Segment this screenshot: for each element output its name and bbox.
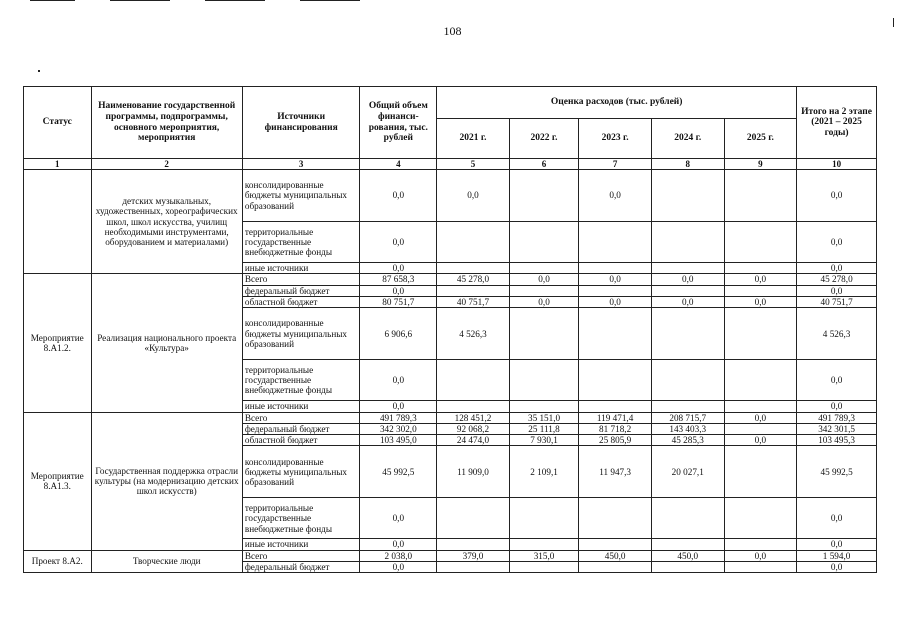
row-source: консолидированные бюджеты муниципальных образований bbox=[242, 308, 360, 360]
cell-y2024 bbox=[651, 562, 724, 573]
cell-stage: 0,0 bbox=[797, 401, 877, 412]
cell-y2024: 450,0 bbox=[651, 550, 724, 561]
cell-stage: 0,0 bbox=[797, 562, 877, 573]
page-number: 108 bbox=[443, 24, 462, 38]
cell-stage: 103 495,3 bbox=[797, 435, 877, 446]
row-status: Мероприятие 8.А1.3. bbox=[24, 412, 92, 550]
cell-total: 342 302,0 bbox=[360, 423, 437, 434]
cell-y2022 bbox=[509, 401, 579, 412]
cell-y2025: 0,0 bbox=[724, 412, 797, 423]
cell-y2021 bbox=[437, 539, 510, 550]
cell-y2022 bbox=[509, 498, 579, 539]
cell-y2025: 0,0 bbox=[724, 296, 797, 307]
cell-y2022 bbox=[509, 360, 579, 401]
cell-y2025 bbox=[724, 360, 797, 401]
table-row bbox=[24, 170, 877, 222]
cell-y2021: 128 451,2 bbox=[437, 412, 510, 423]
cell-y2022 bbox=[509, 170, 579, 222]
cell-y2023 bbox=[579, 498, 652, 539]
cell-stage: 0,0 bbox=[797, 263, 877, 274]
table-body bbox=[24, 170, 877, 573]
cell-stage: 0,0 bbox=[797, 285, 877, 296]
cell-y2022: 2 109,1 bbox=[509, 446, 579, 498]
cell-y2021 bbox=[437, 222, 510, 263]
scan-artifact bbox=[893, 18, 894, 27]
header-stage-total: Итого на 2 этапе (2021 – 2025 годы) bbox=[797, 87, 877, 159]
cell-total: 0,0 bbox=[360, 285, 437, 296]
cell-stage: 1 594,0 bbox=[797, 550, 877, 561]
row-source: Всего bbox=[242, 412, 360, 423]
cell-y2025 bbox=[724, 423, 797, 434]
cell-y2022 bbox=[509, 539, 579, 550]
cell-y2023 bbox=[579, 562, 652, 573]
table-row bbox=[24, 274, 877, 285]
cell-y2021: 0,0 bbox=[437, 170, 510, 222]
cell-y2024: 20 027,1 bbox=[651, 446, 724, 498]
cell-y2025 bbox=[724, 170, 797, 222]
scan-artifact bbox=[300, 0, 360, 1]
row-source: иные источники bbox=[242, 401, 360, 412]
cell-y2025 bbox=[724, 498, 797, 539]
cell-y2023: 0,0 bbox=[579, 296, 652, 307]
cell-y2025 bbox=[724, 539, 797, 550]
cell-total: 491 789,3 bbox=[360, 412, 437, 423]
header-year: 2022 г. bbox=[509, 119, 579, 159]
cell-y2023: 81 718,2 bbox=[579, 423, 652, 434]
cell-total: 103 495,0 bbox=[360, 435, 437, 446]
row-source: федеральный бюджет bbox=[242, 562, 360, 573]
cell-y2021 bbox=[437, 285, 510, 296]
row-status: Проект 8.А2. bbox=[24, 550, 92, 573]
table-row bbox=[24, 550, 877, 561]
cell-y2021 bbox=[437, 263, 510, 274]
cell-y2022: 315,0 bbox=[509, 550, 579, 561]
column-number: 6 bbox=[509, 159, 579, 170]
cell-y2025 bbox=[724, 222, 797, 263]
row-source: областной бюджет bbox=[242, 296, 360, 307]
row-program-name: детских музыкальных, художественных, хореографических школ, школ искусства, училищ необходимыми инструментами, оборудованием и материалами) bbox=[91, 170, 242, 274]
cell-y2022: 35 151,0 bbox=[509, 412, 579, 423]
cell-stage: 45 992,5 bbox=[797, 446, 877, 498]
cell-y2023: 11 947,3 bbox=[579, 446, 652, 498]
row-source: консолидированные бюджеты муниципальных образований bbox=[242, 170, 360, 222]
cell-y2021 bbox=[437, 498, 510, 539]
cell-y2025 bbox=[724, 562, 797, 573]
column-number: 3 bbox=[242, 159, 360, 170]
column-number: 7 bbox=[579, 159, 652, 170]
row-source: консолидированные бюджеты муниципальных образований bbox=[242, 446, 360, 498]
cell-stage: 45 278,0 bbox=[797, 274, 877, 285]
column-number: 9 bbox=[724, 159, 797, 170]
row-source: иные источники bbox=[242, 263, 360, 274]
row-program-name: Государственная поддержка отрасли культуры (на модернизацию детских школ искусств) bbox=[91, 412, 242, 550]
cell-stage: 342 301,5 bbox=[797, 423, 877, 434]
cell-y2025 bbox=[724, 285, 797, 296]
cell-y2024: 143 403,3 bbox=[651, 423, 724, 434]
cell-y2025: 0,0 bbox=[724, 550, 797, 561]
cell-total: 6 906,6 bbox=[360, 308, 437, 360]
column-number: 2 bbox=[91, 159, 242, 170]
cell-y2025 bbox=[724, 446, 797, 498]
column-number: 8 bbox=[651, 159, 724, 170]
cell-y2025 bbox=[724, 263, 797, 274]
cell-y2024 bbox=[651, 360, 724, 401]
cell-total: 45 992,5 bbox=[360, 446, 437, 498]
cell-y2023 bbox=[579, 222, 652, 263]
header-total: Общий объем финанси-рования, тыс. рублей bbox=[360, 87, 437, 159]
cell-y2021: 92 068,2 bbox=[437, 423, 510, 434]
cell-total: 0,0 bbox=[360, 539, 437, 550]
cell-y2024 bbox=[651, 170, 724, 222]
cell-y2022 bbox=[509, 285, 579, 296]
row-status bbox=[24, 170, 92, 274]
row-source: Всего bbox=[242, 274, 360, 285]
cell-stage: 491 789,3 bbox=[797, 412, 877, 423]
cell-stage: 4 526,3 bbox=[797, 308, 877, 360]
cell-y2021: 24 474,0 bbox=[437, 435, 510, 446]
row-source: территориальные государственные внебюджетные фонды bbox=[242, 222, 360, 263]
cell-y2022 bbox=[509, 222, 579, 263]
cell-total: 80 751,7 bbox=[360, 296, 437, 307]
cell-y2022 bbox=[509, 308, 579, 360]
header-year: 2025 г. bbox=[724, 119, 797, 159]
scan-artifact bbox=[205, 0, 265, 1]
scan-artifact bbox=[30, 0, 75, 1]
cell-total: 87 658,3 bbox=[360, 274, 437, 285]
header-status: Статус bbox=[24, 87, 92, 159]
row-source: территориальные государственные внебюджетные фонды bbox=[242, 498, 360, 539]
cell-y2021: 11 909,0 bbox=[437, 446, 510, 498]
cell-y2025 bbox=[724, 401, 797, 412]
cell-y2021: 4 526,3 bbox=[437, 308, 510, 360]
cell-stage: 0,0 bbox=[797, 539, 877, 550]
scan-artifact bbox=[110, 0, 170, 1]
header-sources: Источники финансирования bbox=[242, 87, 360, 159]
cell-y2023 bbox=[579, 401, 652, 412]
header-estimate: Оценка расходов (тыс. рублей) bbox=[437, 87, 797, 119]
scan-artifact bbox=[38, 70, 40, 72]
cell-y2022: 0,0 bbox=[509, 274, 579, 285]
cell-y2023 bbox=[579, 285, 652, 296]
row-program-name: Творческие люди bbox=[91, 550, 242, 573]
row-status: Мероприятие 8.А1.2. bbox=[24, 274, 92, 412]
cell-y2023 bbox=[579, 263, 652, 274]
header-program: Наименование государственной программы, подпрограммы, основного мероприятия, мероприятия bbox=[91, 87, 242, 159]
cell-y2021 bbox=[437, 360, 510, 401]
cell-y2024: 45 285,3 bbox=[651, 435, 724, 446]
cell-y2021 bbox=[437, 562, 510, 573]
header-year: 2021 г. bbox=[437, 119, 510, 159]
cell-y2022: 25 111,8 bbox=[509, 423, 579, 434]
cell-y2024: 0,0 bbox=[651, 274, 724, 285]
cell-y2024 bbox=[651, 498, 724, 539]
column-number: 4 bbox=[360, 159, 437, 170]
cell-y2024: 0,0 bbox=[651, 296, 724, 307]
cell-y2022 bbox=[509, 562, 579, 573]
cell-stage: 0,0 bbox=[797, 498, 877, 539]
cell-total: 0,0 bbox=[360, 263, 437, 274]
cell-y2022: 0,0 bbox=[509, 296, 579, 307]
cell-stage: 0,0 bbox=[797, 360, 877, 401]
cell-y2023 bbox=[579, 360, 652, 401]
budget-table bbox=[23, 86, 877, 573]
row-source: иные источники bbox=[242, 539, 360, 550]
cell-y2024 bbox=[651, 263, 724, 274]
cell-y2024 bbox=[651, 308, 724, 360]
cell-total: 0,0 bbox=[360, 498, 437, 539]
cell-total: 2 038,0 bbox=[360, 550, 437, 561]
header-year: 2023 г. bbox=[579, 119, 652, 159]
cell-total: 0,0 bbox=[360, 170, 437, 222]
cell-y2024 bbox=[651, 285, 724, 296]
cell-total: 0,0 bbox=[360, 401, 437, 412]
cell-y2022: 7 930,1 bbox=[509, 435, 579, 446]
cell-total: 0,0 bbox=[360, 562, 437, 573]
cell-total: 0,0 bbox=[360, 222, 437, 263]
cell-y2024 bbox=[651, 401, 724, 412]
row-program-name: Реализация национального проекта «Культура» bbox=[91, 274, 242, 412]
row-source: территориальные государственные внебюджетные фонды bbox=[242, 360, 360, 401]
cell-y2023: 119 471,4 bbox=[579, 412, 652, 423]
cell-y2023: 0,0 bbox=[579, 170, 652, 222]
cell-y2021 bbox=[437, 401, 510, 412]
cell-y2022 bbox=[509, 263, 579, 274]
row-source: областной бюджет bbox=[242, 435, 360, 446]
cell-y2025: 0,0 bbox=[724, 435, 797, 446]
column-number: 5 bbox=[437, 159, 510, 170]
cell-y2025 bbox=[724, 308, 797, 360]
cell-y2021: 40 751,7 bbox=[437, 296, 510, 307]
cell-y2023: 450,0 bbox=[579, 550, 652, 561]
cell-y2023 bbox=[579, 539, 652, 550]
cell-stage: 0,0 bbox=[797, 222, 877, 263]
cell-y2021: 379,0 bbox=[437, 550, 510, 561]
header-year: 2024 г. bbox=[651, 119, 724, 159]
cell-y2024 bbox=[651, 539, 724, 550]
cell-y2023: 25 805,9 bbox=[579, 435, 652, 446]
cell-stage: 40 751,7 bbox=[797, 296, 877, 307]
cell-y2025: 0,0 bbox=[724, 274, 797, 285]
row-source: федеральный бюджет bbox=[242, 423, 360, 434]
column-number: 10 bbox=[797, 159, 877, 170]
cell-y2021: 45 278,0 bbox=[437, 274, 510, 285]
row-source: Всего bbox=[242, 550, 360, 561]
row-source: федеральный бюджет bbox=[242, 285, 360, 296]
cell-y2024 bbox=[651, 222, 724, 263]
cell-y2023 bbox=[579, 308, 652, 360]
table-row bbox=[24, 412, 877, 423]
cell-y2023: 0,0 bbox=[579, 274, 652, 285]
cell-stage: 0,0 bbox=[797, 170, 877, 222]
column-number: 1 bbox=[24, 159, 92, 170]
cell-total: 0,0 bbox=[360, 360, 437, 401]
cell-y2024: 208 715,7 bbox=[651, 412, 724, 423]
